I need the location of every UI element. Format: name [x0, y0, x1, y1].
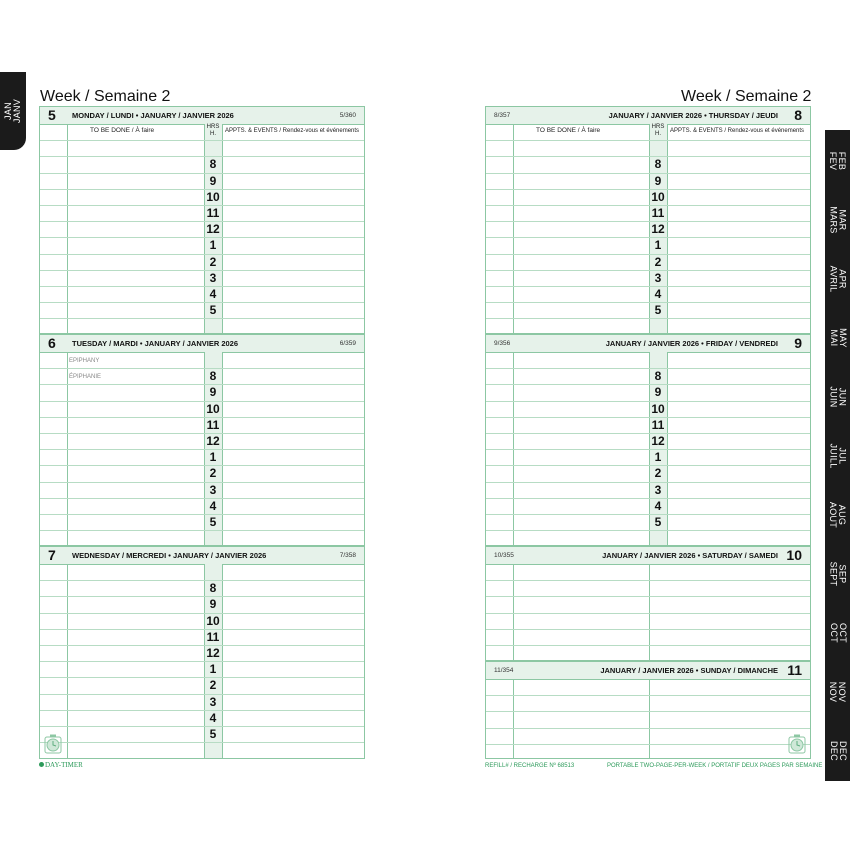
hour-label: 10	[651, 401, 665, 416]
day-name: JANUARY / JANVIER 2026 • SATURDAY / SAMEDI	[602, 551, 778, 560]
hour-label: 5	[654, 515, 662, 529]
hour-label: 5	[654, 303, 662, 318]
tab-month-1[interactable]	[825, 189, 850, 250]
tab-month-6[interactable]	[825, 484, 850, 545]
hour-label: 3	[654, 270, 662, 285]
tab-label: NOV NOV	[828, 681, 848, 702]
hour-label: 11	[206, 206, 220, 220]
writing-line	[40, 368, 364, 369]
day-block-d5	[39, 106, 365, 334]
hrs-header: HRS H.	[651, 124, 665, 137]
writing-line	[486, 173, 810, 174]
hour-label: 4	[209, 498, 217, 513]
hour-label: 2	[209, 254, 217, 269]
writing-line	[486, 286, 810, 287]
tab-month-4[interactable]	[825, 366, 850, 427]
hour-label: 8	[654, 369, 662, 384]
writing-line	[40, 140, 364, 141]
writing-line	[40, 270, 364, 271]
tab-month-0[interactable]	[825, 130, 850, 191]
writing-line	[40, 514, 364, 515]
appts-header: APPTS. & EVENTS / Rendez-vous et événements	[670, 128, 805, 134]
hour-label: 11	[651, 206, 665, 220]
day-block-d10	[485, 546, 811, 661]
writing-line	[40, 726, 364, 727]
writing-line	[40, 530, 364, 531]
writing-line	[40, 580, 364, 581]
writing-line	[40, 498, 364, 499]
hour-label: 11	[651, 417, 665, 432]
writing-line	[40, 417, 364, 418]
day-header	[486, 547, 810, 565]
column-divider	[513, 679, 514, 758]
day-header	[486, 107, 810, 125]
writing-line	[40, 661, 364, 662]
tab-jan[interactable]	[0, 72, 26, 150]
column-divider	[649, 679, 650, 758]
day-block-d8	[485, 106, 811, 334]
hour-label: 10	[206, 189, 220, 204]
writing-line	[486, 156, 810, 157]
writing-line	[486, 596, 810, 597]
writing-line	[40, 318, 364, 319]
tab-month-3[interactable]	[825, 307, 850, 368]
holiday-note: EPIPHANY	[69, 358, 100, 364]
hour-label: 4	[209, 287, 217, 301]
footer-format: PORTABLE TWO-PAGE-PER-WEEK / PORTATIF DEUX PAGES PAR SEMAINE	[607, 763, 823, 769]
week-title-right: Week / Semaine 2	[681, 88, 812, 105]
writing-line	[40, 645, 364, 646]
writing-line	[486, 744, 810, 745]
hour-label: 2	[209, 678, 217, 693]
day-of-year: 11/354	[494, 667, 514, 674]
day-name: JANUARY / JANVIER 2026 • SUNDAY / DIMANCHE	[600, 666, 778, 675]
writing-line	[40, 302, 364, 303]
writing-line	[40, 286, 364, 287]
hour-label: 12	[651, 434, 665, 448]
writing-line	[486, 629, 810, 630]
week-title-left: Week / Semaine 2	[40, 88, 171, 105]
tab-label: AUG AOUT	[828, 501, 848, 528]
tab-label: FEB FEV	[828, 151, 848, 170]
hour-label: 9	[209, 173, 217, 188]
writing-line	[486, 449, 810, 450]
hour-label: 9	[209, 597, 217, 612]
day-header	[40, 107, 364, 125]
writing-line	[40, 613, 364, 614]
day-header	[40, 335, 364, 353]
hrs-header: HRS H.	[206, 124, 220, 137]
day-number: 6	[48, 335, 56, 351]
hour-label: 5	[209, 515, 217, 529]
day-of-year: 6/359	[339, 340, 356, 347]
hour-label: 3	[654, 482, 662, 497]
hour-label: 1	[209, 450, 217, 465]
logo-text: DAY-TIMER	[45, 761, 83, 769]
day-number: 11	[787, 662, 802, 678]
writing-line	[40, 221, 364, 222]
todo-header: TO BE DONE / À faire	[90, 127, 155, 134]
writing-line	[486, 254, 810, 255]
day-header	[40, 547, 364, 565]
day-name: MONDAY / LUNDI • JANUARY / JANVIER 2026	[72, 111, 234, 120]
writing-line	[486, 482, 810, 483]
tab-month-7[interactable]	[825, 543, 850, 604]
hour-label: 4	[209, 710, 217, 725]
writing-line	[486, 465, 810, 466]
hour-label: 12	[206, 646, 220, 660]
writing-line	[486, 417, 810, 418]
hour-label: 2	[654, 466, 662, 481]
writing-line	[40, 449, 364, 450]
tab-label: SEP SEPT	[828, 561, 848, 586]
hour-label: 3	[209, 482, 217, 497]
writing-line	[40, 629, 364, 630]
day-number: 8	[794, 107, 802, 123]
writing-line	[40, 384, 364, 385]
tab-month-8[interactable]	[825, 602, 850, 663]
writing-line	[486, 140, 810, 141]
hour-label: 9	[654, 173, 662, 188]
hour-label: 2	[209, 466, 217, 481]
hour-label: 11	[206, 417, 220, 432]
writing-line	[40, 677, 364, 678]
writing-line	[486, 613, 810, 614]
writing-line	[486, 318, 810, 319]
day-block-d7	[39, 546, 365, 759]
hour-label: 12	[206, 434, 220, 448]
hour-label: 8	[209, 581, 217, 596]
writing-line	[486, 302, 810, 303]
day-name: WEDNESDAY / MERCREDI • JANUARY / JANVIER 2026	[72, 551, 267, 560]
logo-dot-icon	[39, 762, 44, 767]
hour-label: 8	[209, 157, 217, 172]
hour-label: 9	[209, 385, 217, 400]
hour-label: 4	[654, 498, 662, 513]
hour-label: 12	[206, 222, 220, 237]
tab-label: JAN JANV	[3, 98, 22, 124]
writing-line	[486, 514, 810, 515]
writing-line	[40, 189, 364, 190]
day-number: 7	[48, 547, 56, 563]
writing-line	[486, 530, 810, 531]
day-number: 10	[786, 547, 802, 563]
writing-line	[40, 694, 364, 695]
writing-line	[40, 596, 364, 597]
writing-line	[40, 237, 364, 238]
day-block-d9	[485, 334, 811, 546]
writing-line	[40, 482, 364, 483]
hour-label: 4	[654, 287, 662, 301]
writing-line	[486, 237, 810, 238]
tab-month-5[interactable]	[825, 425, 850, 486]
writing-line	[486, 695, 810, 696]
tab-label: DEC DEC	[828, 740, 848, 761]
hour-label: 8	[654, 157, 662, 172]
hour-label: 8	[209, 369, 217, 384]
tab-label: OCT OCT	[828, 622, 848, 643]
day-number: 5	[48, 107, 56, 123]
writing-line	[40, 156, 364, 157]
hour-label: 10	[206, 613, 220, 628]
tab-label: MAR MARS	[828, 205, 848, 234]
writing-line	[486, 189, 810, 190]
hour-label: 12	[651, 222, 665, 237]
hour-label: 10	[651, 189, 665, 204]
tab-label: APR AVRIL	[828, 265, 848, 292]
day-header	[486, 662, 810, 680]
day-number: 9	[794, 335, 802, 351]
writing-line	[486, 580, 810, 581]
day-name: TUESDAY / MARDI • JANUARY / JANVIER 2026	[72, 339, 239, 348]
tab-month-9[interactable]	[825, 661, 850, 722]
writing-line	[40, 254, 364, 255]
day-of-year: 9/356	[494, 340, 511, 347]
writing-line	[486, 221, 810, 222]
writing-line	[486, 368, 810, 369]
clock-icon	[788, 734, 806, 754]
tab-label: MAY MAI	[828, 327, 848, 348]
writing-line	[40, 433, 364, 434]
writing-line	[40, 465, 364, 466]
writing-line	[40, 710, 364, 711]
writing-line	[486, 401, 810, 402]
tab-label: JUL JUILL	[828, 442, 848, 469]
writing-line	[486, 728, 810, 729]
day-of-year: 10/355	[494, 552, 514, 559]
writing-line	[486, 711, 810, 712]
clock-icon	[44, 734, 62, 754]
holiday-note: ÉPIPHANIE	[69, 374, 102, 381]
tab-month-2[interactable]	[825, 248, 850, 309]
hour-label: 11	[206, 629, 220, 644]
hour-label: 9	[654, 385, 662, 400]
writing-line	[40, 401, 364, 402]
writing-line	[486, 270, 810, 271]
day-block-d11	[485, 661, 811, 759]
hour-label: 5	[209, 727, 217, 741]
tab-month-10[interactable]	[825, 720, 850, 781]
hour-label: 5	[209, 303, 217, 318]
day-name: JANUARY / JANVIER 2026 • FRIDAY / VENDREDI	[605, 339, 778, 348]
day-of-year: 8/357	[494, 112, 511, 119]
writing-line	[486, 384, 810, 385]
tab-label: JUN JUIN	[828, 385, 848, 408]
day-name: JANUARY / JANVIER 2026 • THURSDAY / JEUDI	[608, 111, 778, 120]
hour-label: 1	[209, 662, 217, 677]
day-block-d6	[39, 334, 365, 546]
hour-label: 1	[654, 450, 662, 465]
hour-label: 10	[206, 401, 220, 416]
hour-label: 1	[654, 238, 662, 253]
writing-line	[486, 498, 810, 499]
todo-header: TO BE DONE / À faire	[536, 127, 601, 134]
writing-line	[486, 645, 810, 646]
writing-line	[486, 433, 810, 434]
writing-line	[40, 742, 364, 743]
footer-refill: REFILL# / RECHARGE Nº 68513	[485, 763, 575, 769]
writing-line	[486, 205, 810, 206]
day-of-year: 5/360	[339, 112, 356, 119]
hour-label: 1	[209, 238, 217, 253]
writing-line	[40, 173, 364, 174]
day-header	[486, 335, 810, 353]
hour-label: 3	[209, 694, 217, 709]
appts-header: APPTS. & EVENTS / Rendez-vous et événements	[225, 128, 360, 134]
writing-line	[40, 205, 364, 206]
hour-label: 3	[209, 270, 217, 285]
day-timer-logo	[39, 761, 83, 769]
day-of-year: 7/358	[339, 552, 356, 559]
hour-label: 2	[654, 254, 662, 269]
